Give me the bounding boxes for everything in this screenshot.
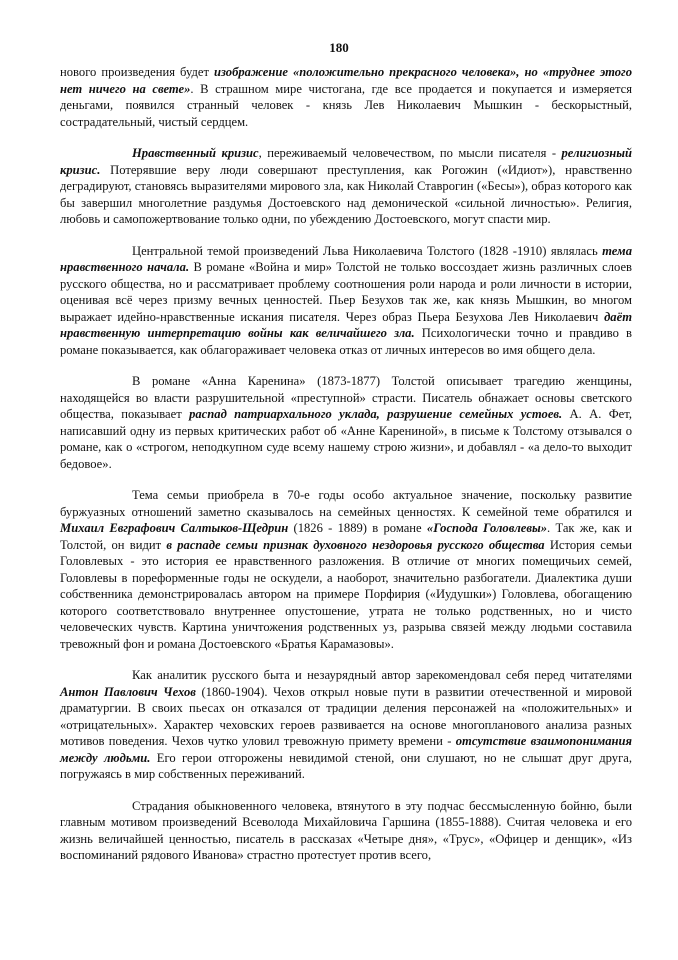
text-run: Потерявшие веру люди совершают преступления, как Рогожин («Идиот»), нравственно деградируют, становясь выразителями мирового зла, как Николай Ставрогин («Бесы»), образ которого как бы завершил многолетние раздумья Достоевского над демонической «сильной личностью». Религия, любовь и самопожертвование только одни, по убеждению Достоевского, могут спасти мир. bbox=[60, 162, 632, 226]
paragraph bbox=[60, 64, 632, 130]
emphasis-text: отсутствие взаимопонимания между людьми. bbox=[60, 734, 632, 765]
emphasis-text: Михаил Евграфович Салтыков-Щедрин bbox=[60, 521, 289, 535]
paragraph bbox=[60, 487, 632, 652]
text-run: . Так же, как и Толстой, он видит bbox=[60, 521, 632, 552]
text-run: Страдания обыкновенного человека, втянутого в эту подчас бессмысленную бойню, были главным мотивом произведений Всеволода Михайловича Гаршина (1855-1888). Считая человека и его жизнь величайшей ценностью, писатель в рассказах «Четыре дня», «Трус», «Офицер и денщик», «Из воспоминаний рядового Иванова» страстно протестует против всего, bbox=[60, 798, 632, 862]
text-run: История семьи Головлевых - это история ее нравственного разложения. В отличие от многих помещичьих семей, Головлевы в пореформенные годы не оскудели, а наоборот, значительно разбогатели. Диалектика души собственника демонстрировалась автором на примере Порфирия («Иудушки») Головлева, обогащению которого соответствовало внутреннее опустошение, утрата не только родственных, но и чисто человеческих чувств. Картина уничтожения родственных уз, разрыва связей между людьми составила тревожный фон и романа Достоевского «Братья Карамазовы». bbox=[60, 537, 632, 651]
paragraph bbox=[60, 798, 632, 864]
text-run: Психологически точно и правдиво в романе показывается, как облагораживает человека отказ от личных интересов во имя общего дела. bbox=[60, 326, 632, 357]
emphasis-text: в распаде семьи признак духовного нездоровья русского общества bbox=[166, 537, 545, 552]
text-run: , переживаемый человечеством, по мысли писателя - bbox=[258, 146, 562, 160]
paragraph bbox=[60, 373, 632, 472]
emphasis-text: тема нравственного начала. bbox=[60, 243, 632, 274]
text-run: нового произведения будет bbox=[60, 65, 215, 79]
paragraph bbox=[60, 145, 632, 228]
emphasis-text: распад патриархального уклада, разрушение семейных устоев. bbox=[189, 407, 563, 421]
text-run: Центральной темой произведений Льва Николаевича Толстого (1828 -1910) являлась bbox=[132, 243, 603, 258]
page-number: 180 bbox=[329, 40, 349, 55]
paragraph bbox=[60, 667, 632, 783]
emphasis-text: изображение «положительно прекрасного человека», но «труднее этого нет ничего на свете» bbox=[60, 65, 632, 96]
paragraph bbox=[60, 243, 632, 359]
text-run: А. А. Фет, написавший одну из первых критических работ об «Анне Карениной», в письме к Толстому отзывался о романе, как о «строгом, неподкупном суде всему нашему строю жизни», и добавлял - «а дело-то выходит бедовое». bbox=[60, 407, 632, 471]
emphasis-text: Нравственный кризис bbox=[132, 146, 259, 160]
emphasis-text: религиозный кризис. bbox=[60, 146, 632, 177]
emphasis-text: даёт нравственную интерпретацию войны как величайшего зла. bbox=[60, 309, 632, 340]
text-run: Тема семьи приобрела в 70-е годы особо актуальное значение, поскольку развитие буржуазных отношений заметно сказывалось на семейных ценностях. К семейной теме обратился и bbox=[60, 488, 632, 519]
text-run: В романе «Анна Каренина» (1873-1877) Толстой описывает трагедию женщины, находящейся во власти разрушительной «преступной» страсти. Писатель обнажает основы светского общества, показывает bbox=[60, 374, 632, 421]
body-text bbox=[60, 64, 632, 879]
text-run: (1826 - 1889) в романе bbox=[288, 521, 427, 535]
text-run: Его герои отгорожены невидимой стеной, они слушают, но не слышат друг друга, погружаясь в мир собственных переживаний. bbox=[60, 750, 632, 781]
emphasis-text: Антон Павлович Чехов bbox=[60, 684, 196, 699]
text-run: . В страшном мире чистогана, где все продается и покупается и измеряется деньгами, появился странный человек - князь Лев Николаевич Мышкин - бескорыстный, сострадательный, чистый сердцем. bbox=[60, 81, 632, 129]
text-run: В романе «Война и мир» Толстой не только воссоздает жизнь различных слоев русского общества, но и рассматривает проблему соотношения роли народа и роли личности в истории, оценивая всё через призму вечных ценностей. Пьер Безухов так же, как князь Мышкин, во многом выражает идейно-нравственные искания писателя. Через образ Пьера Безухова Лев Николаевич bbox=[60, 260, 633, 324]
text-run: Как аналитик русского быта и незаурядный автор зарекомендовал себя перед читателями bbox=[132, 668, 632, 682]
emphasis-text: «Господа Головлевы» bbox=[426, 521, 548, 535]
text-run: (1860-1904). Чехов открыл новые пути в развитии отечественной и мировой драматургии. В своих пьесах он отказался от традиции деления персонажей на «положительных» и «отрицательных». Характер чеховских героев развивается на основе многопланового анализа разных мотивов поведения. Чехов чутко уловил тревожную примету времени - bbox=[60, 684, 632, 748]
